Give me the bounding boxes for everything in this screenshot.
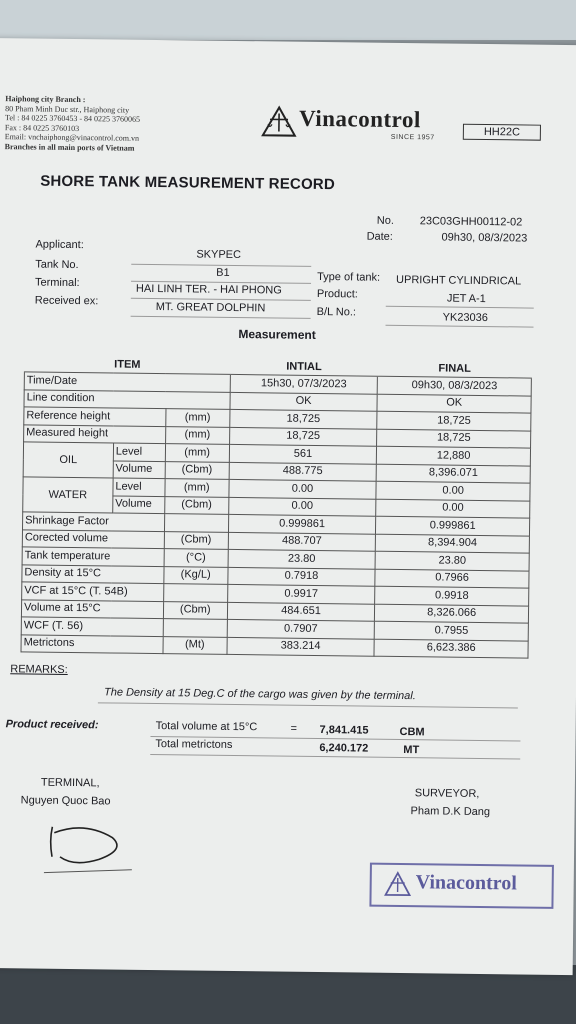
tank-value: B1 xyxy=(216,266,230,279)
initial-value: 383.214 xyxy=(227,637,375,656)
initial-value: 488.775 xyxy=(229,462,377,481)
initial-value: 18,725 xyxy=(229,409,377,428)
row-label: Shrinkage Factor xyxy=(22,512,164,531)
final-value: 12,880 xyxy=(377,446,531,465)
col-item: ITEM xyxy=(24,355,230,374)
unit: (Cbm) xyxy=(164,531,228,549)
measurement-heading: Measurement xyxy=(238,327,316,342)
initial-value: OK xyxy=(230,392,378,411)
row-label: Density at 15°C xyxy=(22,564,164,583)
final-value: 8,326.066 xyxy=(375,604,529,623)
terminal-sign-name: Nguyen Quoc Bao xyxy=(20,794,111,808)
initial-value: 18,725 xyxy=(229,427,377,446)
branch-line: Haiphong city Branch : xyxy=(5,94,86,105)
initial-value: 0.999861 xyxy=(228,514,376,533)
surveyor-sign-label: SURVEYOR, xyxy=(414,787,480,800)
initial-value: 0.7907 xyxy=(227,619,375,638)
background-top xyxy=(0,0,576,40)
group-water: WATER xyxy=(23,477,113,513)
unit xyxy=(164,514,228,532)
applicant-label: Applicant: xyxy=(35,238,84,252)
product-value: JET A-1 xyxy=(446,292,486,306)
col-final: FINAL xyxy=(378,360,532,378)
tank-type-value: UPRIGHT CYLINDRICAL xyxy=(396,273,522,288)
unit: (Mt) xyxy=(163,636,227,654)
signature-mark xyxy=(44,819,135,880)
initial-value: 0.9917 xyxy=(227,584,375,603)
final-value: 0.7966 xyxy=(375,569,529,588)
row-label: Volume xyxy=(113,495,165,513)
final-value: 8,394.904 xyxy=(376,534,530,553)
unit: (mm) xyxy=(165,444,229,462)
branch-line: Email: vnchaiphong@vinacontrol.com.vn xyxy=(4,132,140,144)
stamp-text: Vinacontrol xyxy=(415,871,517,895)
terminal-sign-label: TERMINAL, xyxy=(40,776,100,790)
row-label: Time/Date xyxy=(24,372,230,392)
terminal-label: Terminal: xyxy=(34,276,80,290)
unit: (mm) xyxy=(166,409,230,427)
final-value: 0.9918 xyxy=(375,586,529,605)
bl-label: B/L No.: xyxy=(316,305,357,319)
no-label: No. xyxy=(376,214,394,227)
total-volume-unit: CBM xyxy=(399,726,425,739)
document-page xyxy=(0,38,576,975)
final-value: 0.00 xyxy=(376,481,530,500)
unit: (Cbm) xyxy=(164,496,228,514)
unit: (Cbm) xyxy=(163,601,227,619)
initial-value: 15h30, 07/3/2023 xyxy=(230,374,378,393)
remarks-label: REMARKS: xyxy=(10,663,68,676)
company-name: Vinacontrol xyxy=(298,105,421,133)
row-label: WCF (T. 56) xyxy=(21,617,163,636)
company-stamp xyxy=(369,863,554,909)
final-value: 23.80 xyxy=(375,551,529,570)
company-logo xyxy=(261,105,297,142)
initial-value: 484.651 xyxy=(227,602,375,621)
product-received-label: Product received: xyxy=(5,718,99,732)
surveyor-sign-name: Pham D.K Dang xyxy=(410,805,491,819)
terminal-value: HAI LINH TER. - HAI PHONG xyxy=(135,282,282,297)
received-label: Received ex: xyxy=(34,294,99,308)
form-code: HH22C xyxy=(463,124,541,141)
row-label: Measured height xyxy=(24,424,166,443)
unit xyxy=(163,619,227,637)
final-value: 0.00 xyxy=(376,499,530,518)
measurement-table xyxy=(20,355,532,658)
initial-value: 0.00 xyxy=(228,497,376,516)
col-initial: INTIAL xyxy=(230,358,378,376)
final-value: 18,725 xyxy=(377,429,531,448)
row-label: Reference height xyxy=(24,407,166,426)
since-year: SINCE 1957 xyxy=(390,133,435,142)
initial-value: 488.707 xyxy=(228,532,376,551)
row-label: Tank temperature xyxy=(22,547,164,566)
initial-value: 23.80 xyxy=(228,549,376,568)
row-label: Volume xyxy=(113,460,165,478)
final-value: 8,396.071 xyxy=(376,464,530,483)
tank-type-label: Type of tank: xyxy=(317,270,381,284)
initial-value: 0.00 xyxy=(229,479,377,498)
total-metrictons-label: Total metrictons xyxy=(155,738,233,751)
final-value: 0.7955 xyxy=(375,621,529,640)
final-value: 0.999861 xyxy=(376,516,530,535)
date-label: Date: xyxy=(366,230,393,243)
applicant-value: SKYPEC xyxy=(196,248,242,262)
total-metrictons-unit: MT xyxy=(403,744,420,757)
row-label: Level xyxy=(113,478,165,496)
row-label: Corected volume xyxy=(22,529,164,548)
unit: (mm) xyxy=(165,426,229,444)
unit: (Cbm) xyxy=(165,461,229,479)
received-value: MT. GREAT DOLPHIN xyxy=(155,300,266,315)
branch-line: Branches in all main ports of Vietnam xyxy=(4,142,135,153)
stamp-logo-icon xyxy=(384,871,412,897)
branch-line: 80 Pham Minh Duc str., Haiphong city xyxy=(5,103,130,115)
date-value: 09h30, 08/3/2023 xyxy=(441,231,528,245)
total-metrictons-value: 6,240.172 xyxy=(319,742,369,755)
tank-label: Tank No. xyxy=(35,258,79,272)
row-label: Metrictons xyxy=(21,634,163,653)
unit: (mm) xyxy=(165,479,229,497)
branch-line: Fax : 84 0225 3760103 xyxy=(4,122,80,133)
initial-value: 0.7918 xyxy=(228,567,376,586)
final-value: 18,725 xyxy=(377,411,531,430)
bl-value: YK23036 xyxy=(442,311,488,325)
row-label: Line condition xyxy=(24,389,230,409)
initial-value: 561 xyxy=(229,444,377,463)
branch-address xyxy=(5,94,141,153)
product-label: Product: xyxy=(316,287,358,301)
unit: (Kg/L) xyxy=(164,566,228,584)
total-volume-label: Total volume at 15°C xyxy=(155,720,258,734)
no-value: 23C03GHH00112-02 xyxy=(419,215,523,229)
unit: (°C) xyxy=(164,549,228,567)
final-value: OK xyxy=(377,394,531,413)
remarks-text: The Density at 15 Deg.C of the cargo was given by the terminal. xyxy=(103,686,416,703)
branch-line: Tel : 84 0225 3760453 - 84 0225 3760065 xyxy=(4,113,141,124)
final-value: 6,623.386 xyxy=(374,639,528,658)
unit xyxy=(163,584,227,602)
row-label: Volume at 15°C xyxy=(21,599,163,618)
final-value: 09h30, 08/3/2023 xyxy=(378,376,532,395)
group-oil: OIL xyxy=(23,442,113,478)
equals-sign: = xyxy=(290,722,298,735)
row-label: VCF at 15°C (T. 54B) xyxy=(22,582,164,601)
page-title: SHORE TANK MEASUREMENT RECORD xyxy=(40,172,336,194)
scales-logo-icon xyxy=(261,105,297,137)
row-label: Level xyxy=(113,443,165,461)
total-volume-value: 7,841.415 xyxy=(319,724,369,737)
